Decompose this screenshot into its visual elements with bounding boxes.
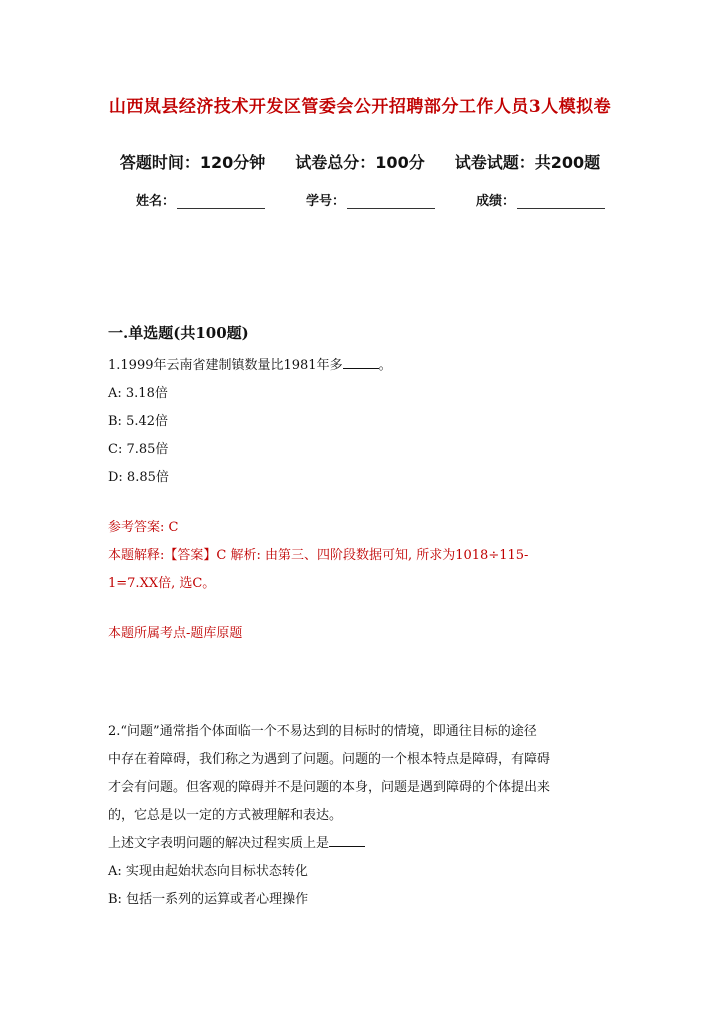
exam-total-score: 试卷总分：100分 bbox=[295, 153, 425, 172]
question-stem-text: 1.1999年云南省建制镇数量比1981年多 bbox=[108, 358, 343, 373]
question-2-ask-text: 上述文字表明问题的解决过程实质上是 bbox=[108, 836, 330, 851]
exam-time: 答题时间：120分钟 bbox=[119, 153, 266, 172]
name-field[interactable] bbox=[136, 190, 265, 209]
grade-field[interactable] bbox=[476, 190, 605, 209]
explanation-line-2 bbox=[108, 570, 618, 598]
question-2-ask bbox=[108, 830, 618, 858]
explanation-line-1 bbox=[108, 542, 618, 570]
answer-blank-2 bbox=[329, 833, 365, 847]
name-label: 姓名： bbox=[136, 194, 176, 209]
option-c: C: 7.85倍 bbox=[108, 442, 169, 457]
id-label: 学号： bbox=[306, 194, 346, 209]
exam-question-count: 试卷试题：共200题 bbox=[454, 153, 601, 172]
id-field[interactable] bbox=[306, 190, 435, 209]
question-2-line-2: 中存在着障碍，我们称之为遇到了问题。问题的一个根本特点是障碍，有障碍 bbox=[108, 752, 551, 767]
q2-option-b: B: 包括一系列的运算或者心理操作 bbox=[108, 892, 309, 907]
exam-meta bbox=[0, 150, 720, 173]
explanation-text-2: 1=7.XX倍, 选C。 bbox=[108, 576, 216, 591]
grade-blank bbox=[517, 194, 605, 209]
explanation-text-1: 本题解释:【答案】C 解析: 由第三、四阶段数据可知, 所求为1018÷115- bbox=[108, 548, 529, 563]
knowledge-point-text: 本题所属考点-题库原题 bbox=[108, 626, 243, 641]
name-blank bbox=[177, 194, 265, 209]
q2-option-a: A: 实现由起始状态向目标状态转化 bbox=[108, 864, 308, 879]
grade-label: 成绩： bbox=[476, 194, 516, 209]
question-2 bbox=[108, 718, 618, 914]
page-title: 山西岚县经济技术开发区管委会公开招聘部分工作人员3人模拟卷 bbox=[108, 97, 612, 117]
question-2-line-1: 2.“问题”通常指个体面临一个不易达到的目标时的情境，即通往目标的途径 bbox=[108, 724, 537, 739]
id-blank bbox=[347, 194, 435, 209]
option-a: A: 3.18倍 bbox=[108, 386, 168, 401]
question-2-line-4: 的，它总是以一定的方式被理解和表达。 bbox=[108, 808, 343, 823]
reference-answer-text: 参考答案: C bbox=[108, 520, 179, 535]
question-stem-end: 。 bbox=[378, 358, 392, 373]
section-title: 一.单选题(共100题) bbox=[108, 324, 249, 342]
knowledge-point bbox=[108, 620, 618, 648]
option-d: D: 8.85倍 bbox=[108, 470, 169, 485]
question-1 bbox=[108, 352, 618, 648]
answer-blank bbox=[343, 355, 379, 369]
option-b: B: 5.42倍 bbox=[108, 414, 169, 429]
question-stem bbox=[108, 352, 618, 380]
question-2-line-3: 才会有问题。但客观的障碍并不是问题的本身，问题是遇到障碍的个体提出来 bbox=[108, 780, 551, 795]
reference-answer bbox=[108, 514, 618, 542]
